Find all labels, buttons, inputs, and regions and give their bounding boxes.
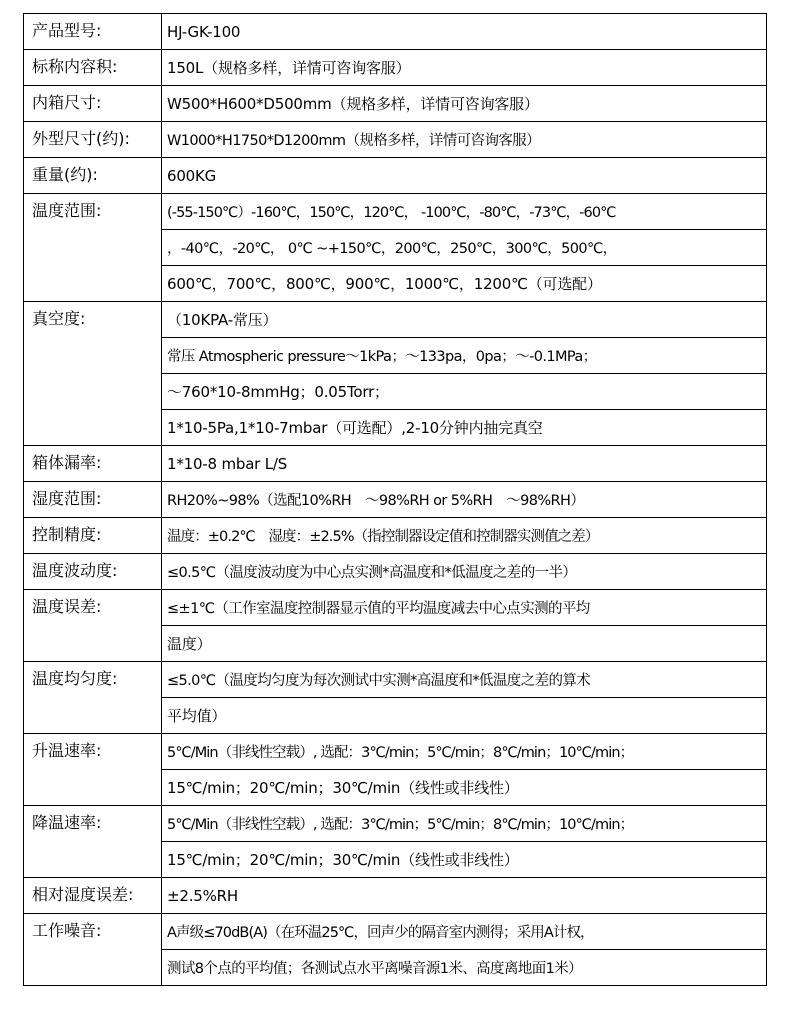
row-value-cooling-rate-2: 15℃/min；20℃/min；30℃/min（线性或非线性） — [162, 842, 767, 878]
spec-table — [23, 13, 767, 986]
table-row — [24, 878, 767, 914]
row-value-vacuum-3: ～760*10-8mmHg；0.05Torr； — [162, 374, 767, 410]
row-label-control-accuracy: 控制精度: — [24, 518, 162, 554]
table-row — [24, 734, 767, 770]
row-value-inner-size: W500*H600*D500mm（规格多样，详情可咨询客服） — [162, 86, 767, 122]
row-label-volume: 标称内容积: — [24, 50, 162, 86]
row-value-vacuum-2: 常压 Atmospheric pressure～1kPa；～133pa，0pa；～-0.1MPa； — [162, 338, 767, 374]
row-value-temp-error-1: ≤±1℃（工作室温度控制器显示值的平均温度减去中心点实测的平均 — [162, 590, 767, 626]
table-row — [24, 302, 767, 338]
row-value-temp-error-2: 温度） — [162, 626, 767, 662]
table-row — [24, 194, 767, 230]
row-value-noise-1: A声级≤70dB(A)（在环温25℃，回声少的隔音室内测得；采用A计权， — [162, 914, 767, 950]
table-row — [24, 662, 767, 698]
row-value-model: HJ-GK-100 — [162, 14, 767, 50]
row-value-humidity-error: ±2.5%RH — [162, 878, 767, 914]
row-value-cooling-rate-1: 5℃/Min（非线性空载）, 选配：3℃/min；5℃/min；8℃/min；10℃/min； — [162, 806, 767, 842]
spec-table-body — [24, 14, 767, 986]
row-value-leak-rate: 1*10-8 mbar L/S — [162, 446, 767, 482]
row-label-temp-fluctuation: 温度波动度: — [24, 554, 162, 590]
row-label-humidity-range: 湿度范围: — [24, 482, 162, 518]
row-label-humidity-error: 相对湿度误差: — [24, 878, 162, 914]
table-row — [24, 14, 767, 50]
row-value-noise-2: 测试8个点的平均值；各测试点水平离噪音源1米、高度离地面1米） — [162, 950, 767, 986]
row-label-model: 产品型号: — [24, 14, 162, 50]
row-value-humidity-range: RH20%~98%（选配10%RH ～98%RH or 5%RH ～98%RH） — [162, 482, 767, 518]
row-value-temp-uniformity-1: ≤5.0℃（温度均匀度为每次测试中实测*高温度和*低温度之差的算术 — [162, 662, 767, 698]
row-value-temp-uniformity-2: 平均值） — [162, 698, 767, 734]
row-value-heating-rate-1: 5℃/Min（非线性空载）, 选配：3℃/min；5℃/min；8℃/min；10℃/min； — [162, 734, 767, 770]
table-row — [24, 50, 767, 86]
row-value-temp-range-3: 600℃，700℃，800℃，900℃，1000℃，1200℃（可选配） — [162, 266, 767, 302]
row-value-weight: 600KG — [162, 158, 767, 194]
row-label-temp-range: 温度范围: — [24, 194, 162, 302]
table-row — [24, 122, 767, 158]
row-value-temp-range-2: ，-40℃，-20℃， 0℃ ~+150℃，200℃，250℃，300℃，500℃， — [162, 230, 767, 266]
table-row — [24, 806, 767, 842]
row-label-temp-uniformity: 温度均匀度: — [24, 662, 162, 734]
row-label-heating-rate: 升温速率: — [24, 734, 162, 806]
row-label-cooling-rate: 降温速率: — [24, 806, 162, 878]
row-label-inner-size: 内箱尺寸: — [24, 86, 162, 122]
row-label-temp-error: 温度误差: — [24, 590, 162, 662]
row-value-outer-size: W1000*H1750*D1200mm（规格多样，详情可咨询客服） — [162, 122, 767, 158]
table-row — [24, 554, 767, 590]
table-row — [24, 86, 767, 122]
table-row — [24, 518, 767, 554]
row-value-control-accuracy: 温度：±0.2℃ 湿度：±2.5%（指控制器设定值和控制器实测值之差） — [162, 518, 767, 554]
table-row — [24, 446, 767, 482]
row-value-vacuum-1: （10KPA-常压） — [162, 302, 767, 338]
table-row — [24, 482, 767, 518]
table-row — [24, 590, 767, 626]
row-label-weight: 重量(约): — [24, 158, 162, 194]
table-row — [24, 914, 767, 950]
row-value-temp-range-1: (-55-150℃）-160℃，150℃，120℃， -100℃，-80℃，-73℃，-60℃ — [162, 194, 767, 230]
row-value-vacuum-4: 1*10-5Pa,1*10-7mbar（可选配）,2-10分钟内抽完真空 — [162, 410, 767, 446]
row-value-heating-rate-2: 15℃/min；20℃/min；30℃/min（线性或非线性） — [162, 770, 767, 806]
table-row — [24, 158, 767, 194]
row-label-vacuum: 真空度: — [24, 302, 162, 446]
row-value-temp-fluctuation: ≤0.5℃（温度波动度为中心点实测*高温度和*低温度之差的一半） — [162, 554, 767, 590]
row-value-volume: 150L（规格多样，详情可咨询客服） — [162, 50, 767, 86]
row-label-noise: 工作噪音: — [24, 914, 162, 986]
row-label-outer-size: 外型尺寸(约): — [24, 122, 162, 158]
row-label-leak-rate: 箱体漏率: — [24, 446, 162, 482]
